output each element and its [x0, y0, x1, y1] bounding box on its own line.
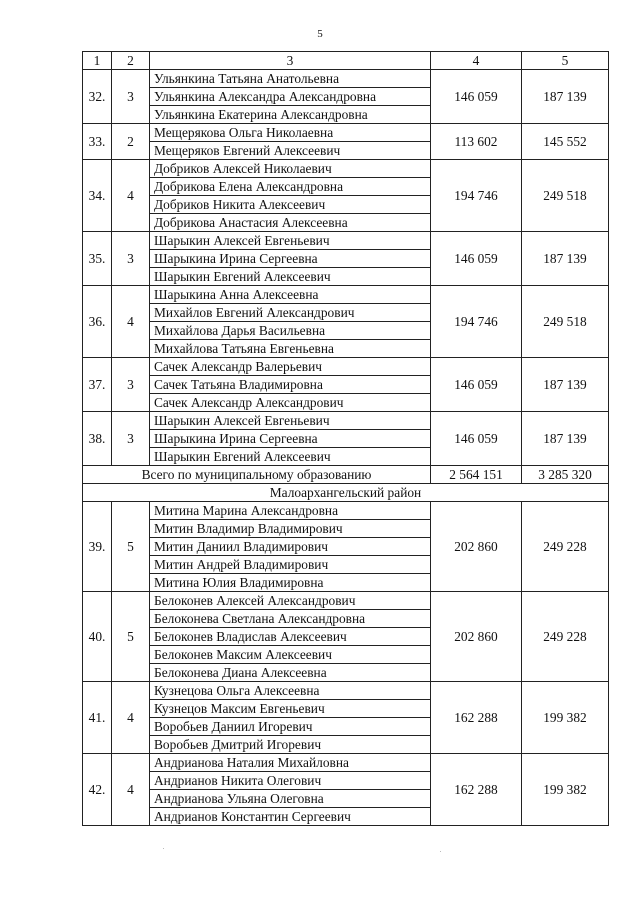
table-row	[83, 682, 609, 700]
district-row	[83, 484, 609, 502]
member-name: Белоконев Владислав Алексеевич	[150, 628, 431, 646]
table-row	[83, 412, 609, 430]
total-row	[83, 466, 609, 484]
amount-col4: 202 860	[431, 502, 522, 592]
column-header-3: 3	[150, 52, 431, 70]
family-size: 4	[112, 286, 150, 358]
member-name: Мещеряков Евгений Алексеевич	[150, 142, 431, 160]
district-heading: Малоархангельский район	[83, 484, 609, 502]
row-number: 33.	[83, 124, 112, 160]
amount-col4: 146 059	[431, 358, 522, 412]
member-name: Андрианова Наталия Михайловна	[150, 754, 431, 772]
member-name: Воробьев Дмитрий Игоревич	[150, 736, 431, 754]
member-name: Шарыкин Алексей Евгеньевич	[150, 232, 431, 250]
member-name: Андрианов Константин Сергеевич	[150, 808, 431, 826]
family-size: 4	[112, 754, 150, 826]
member-name: Белоконев Максим Алексеевич	[150, 646, 431, 664]
amount-col5: 249 518	[522, 160, 609, 232]
table-row	[83, 70, 609, 88]
table-row	[83, 124, 609, 142]
total-col5: 3 285 320	[522, 466, 609, 484]
amount-col5: 145 552	[522, 124, 609, 160]
member-name: Добрикова Елена Александровна	[150, 178, 431, 196]
amount-col5: 187 139	[522, 358, 609, 412]
row-number: 39.	[83, 502, 112, 592]
member-name: Шарыкин Евгений Алексеевич	[150, 268, 431, 286]
member-name: Михайлова Дарья Васильевна	[150, 322, 431, 340]
total-col4: 2 564 151	[431, 466, 522, 484]
table-header-row	[83, 52, 609, 70]
amount-col5: 249 518	[522, 286, 609, 358]
table-row	[83, 160, 609, 178]
row-number: 41.	[83, 682, 112, 754]
row-number: 36.	[83, 286, 112, 358]
member-name: Митина Юлия Владимировна	[150, 574, 431, 592]
member-name: Шарыкина Ирина Сергеевна	[150, 430, 431, 448]
amount-col4: 113 602	[431, 124, 522, 160]
registry-table	[82, 51, 609, 826]
amount-col5: 187 139	[522, 412, 609, 466]
row-number: 32.	[83, 70, 112, 124]
row-number: 38.	[83, 412, 112, 466]
member-name: Шарыкин Евгений Алексеевич	[150, 448, 431, 466]
member-name: Андрианова Ульяна Олеговна	[150, 790, 431, 808]
row-number: 35.	[83, 232, 112, 286]
family-size: 5	[112, 502, 150, 592]
table-row	[83, 286, 609, 304]
row-number: 42.	[83, 754, 112, 826]
column-header-4: 4	[431, 52, 522, 70]
family-size: 3	[112, 70, 150, 124]
amount-col4: 194 746	[431, 160, 522, 232]
table-row	[83, 358, 609, 376]
amount-col4: 194 746	[431, 286, 522, 358]
column-header-1: 1	[83, 52, 112, 70]
column-header-2: 2	[112, 52, 150, 70]
total-label: Всего по муниципальному образованию	[83, 466, 431, 484]
member-name: Добрикова Анастасия Алексеевна	[150, 214, 431, 232]
member-name: Сачек Татьяна Владимировна	[150, 376, 431, 394]
member-name: Добриков Никита Алексеевич	[150, 196, 431, 214]
table-row	[83, 754, 609, 772]
member-name: Белоконева Светлана Александровна	[150, 610, 431, 628]
amount-col5: 187 139	[522, 232, 609, 286]
registry-table-body	[83, 52, 609, 826]
member-name: Кузнецов Максим Евгеньевич	[150, 700, 431, 718]
member-name: Белоконева Диана Алексеевна	[150, 664, 431, 682]
row-number: 34.	[83, 160, 112, 232]
family-size: 4	[112, 160, 150, 232]
member-name: Ульянкина Екатерина Александровна	[150, 106, 431, 124]
family-size: 3	[112, 232, 150, 286]
column-header-5: 5	[522, 52, 609, 70]
member-name: Добриков Алексей Николаевич	[150, 160, 431, 178]
member-name: Сачек Александр Александрович	[150, 394, 431, 412]
family-size: 5	[112, 592, 150, 682]
amount-col5: 249 228	[522, 592, 609, 682]
amount-col4: 146 059	[431, 70, 522, 124]
member-name: Митин Андрей Владимирович	[150, 556, 431, 574]
amount-col4: 162 288	[431, 754, 522, 826]
amount-col4: 202 860	[431, 592, 522, 682]
amount-col5: 187 139	[522, 70, 609, 124]
page-number: 5	[317, 28, 323, 40]
row-number: 37.	[83, 358, 112, 412]
member-name: Шарыкина Анна Алексеевна	[150, 286, 431, 304]
member-name: Шарыкин Алексей Евгеньевич	[150, 412, 431, 430]
family-size: 3	[112, 412, 150, 466]
amount-col5: 199 382	[522, 682, 609, 754]
family-size: 3	[112, 358, 150, 412]
family-size: 2	[112, 124, 150, 160]
member-name: Михайлов Евгений Александрович	[150, 304, 431, 322]
member-name: Андрианов Никита Олегович	[150, 772, 431, 790]
table-row	[83, 502, 609, 520]
member-name: Михайлова Татьяна Евгеньевна	[150, 340, 431, 358]
scan-speck	[440, 851, 441, 852]
amount-col5: 199 382	[522, 754, 609, 826]
table-row	[83, 592, 609, 610]
amount-col4: 146 059	[431, 232, 522, 286]
amount-col5: 249 228	[522, 502, 609, 592]
member-name: Митин Даниил Владимирович	[150, 538, 431, 556]
family-size: 4	[112, 682, 150, 754]
member-name: Воробьев Даниил Игоревич	[150, 718, 431, 736]
member-name: Ульянкина Татьяна Анатольевна	[150, 70, 431, 88]
member-name: Мещерякова Ольга Николаевна	[150, 124, 431, 142]
member-name: Шарыкина Ирина Сергеевна	[150, 250, 431, 268]
row-number: 40.	[83, 592, 112, 682]
member-name: Кузнецова Ольга Алексеевна	[150, 682, 431, 700]
table-row	[83, 232, 609, 250]
member-name: Митин Владимир Владимирович	[150, 520, 431, 538]
amount-col4: 162 288	[431, 682, 522, 754]
amount-col4: 146 059	[431, 412, 522, 466]
scan-speck	[163, 848, 164, 849]
member-name: Белоконев Алексей Александрович	[150, 592, 431, 610]
member-name: Ульянкина Александра Александровна	[150, 88, 431, 106]
member-name: Сачек Александр Валерьевич	[150, 358, 431, 376]
member-name: Митина Марина Александровна	[150, 502, 431, 520]
